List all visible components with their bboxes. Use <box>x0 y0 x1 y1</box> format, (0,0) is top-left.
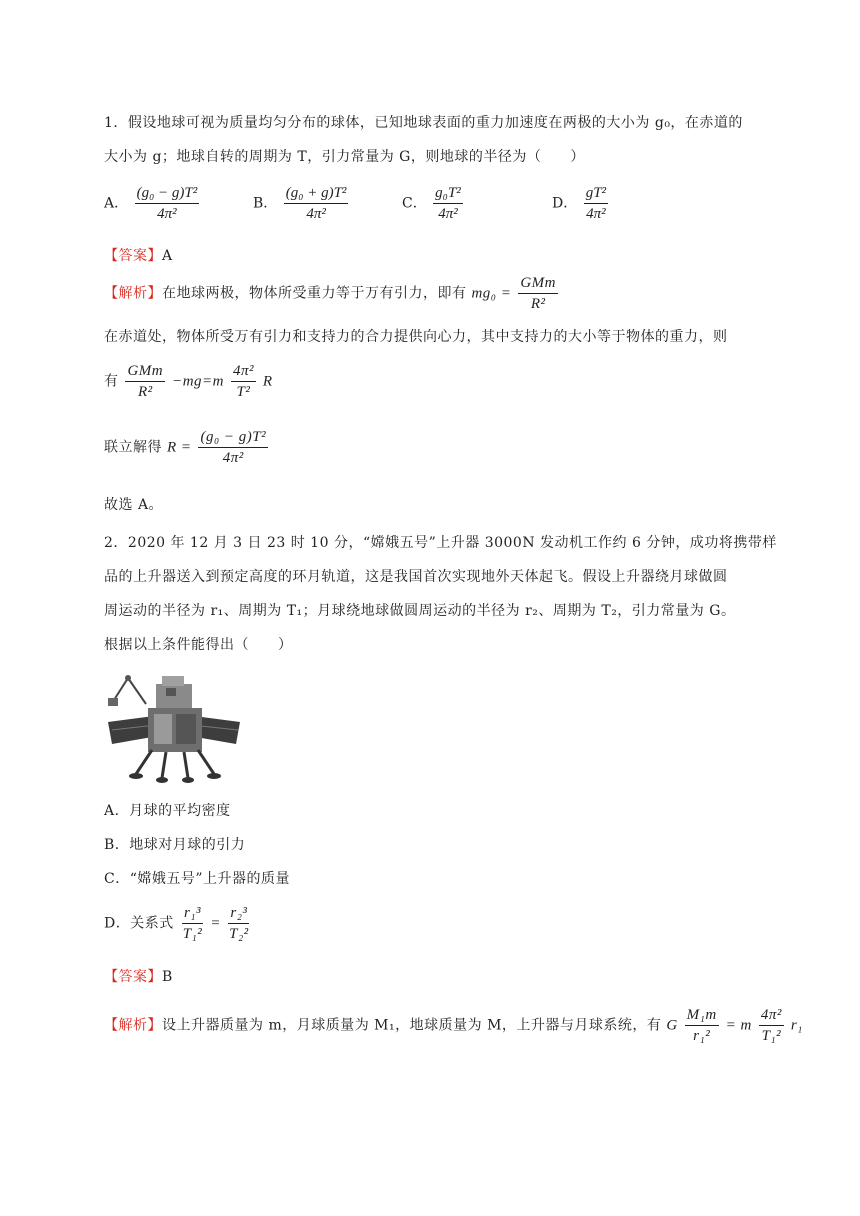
q1-option-b: B． $\frac{\text{(g₀ + g)T²}}{\text{4π²}}$ <box>253 185 347 222</box>
q1-analysis-line1: 【解析】在地球两极，物体所受重力等于万有引力，即有 mg₀ = $\frac{\text{GMm}}{\text{R²}}$ <box>104 275 556 312</box>
q2-stem-line3: 周运动的半径为 r₁、周期为 T₁；月球绕地球做圆周运动的半径为 r₂、周期为 T₂，引力常量为 G。 <box>104 603 736 619</box>
q1-option-d: D． $\frac{\text{gT²}}{\text{4π²}}$ <box>552 185 607 222</box>
q1-analysis-line2: 在赤道处，物体所受万有引力和支持力的合力提供向心力，其中支持力的大小等于物体的重力，则 <box>104 329 728 345</box>
q1-analysis-line3: 有 $\frac{\text{GMm}}{\text{R²}}$ −mg=m $\frac{\text{4π²}}{\text{T²}}$ R <box>104 363 273 400</box>
q2-stem-line4: 根据以上条件能得出（ ） <box>104 637 293 653</box>
q1-option-a: A． $\frac{\text{(g₀ − g)T²}}{\text{4π²}}$ <box>104 185 198 222</box>
q2-answer: 【答案】B <box>104 969 173 985</box>
q1-option-c: C． $\frac{\text{g₀T²}}{\text{4π²}}$ <box>402 185 461 222</box>
q2-option-b: B．地球对月球的引力 <box>104 837 246 853</box>
q1-conclusion: 故选 A。 <box>104 497 164 513</box>
q2-analysis: 【解析】设上升器质量为 m，月球质量为 M₁，地球质量为 M，上升器与月球系统，有 G $\frac{\text{M₁m}}{\text{r₁²}}$ = m $\frac{\text{4π²}}{\text{T₁²}}$ r₁ <box>104 1007 803 1044</box>
q1-answer: 【答案】A <box>104 248 173 264</box>
q1-stem-line1: 1．假设地球可视为质量均匀分布的球体，已知地球表面的重力加速度在两极的大小为 g₀，在赤道的 <box>104 115 743 131</box>
q2-stem-line2: 品的上升器送入到预定高度的环月轨道，这是我国首次实现地外天体起飞。假设上升器绕月球做圆 <box>104 569 728 585</box>
q2-stem-line1: 2．2020 年 12 月 3 日 23 时 10 分，“嫦娥五号”上升器 3000N 发动机工作约 6 分钟，成功将携带样 <box>104 535 777 551</box>
q2-option-c: C．“嫦娥五号”上升器的质量 <box>104 871 291 887</box>
q2-option-d: D．关系式 $\frac{\text{r₁³}}{\text{T₁²}}$ = $\frac{\text{r₂³}}{\text{T₂²}}$ <box>104 905 249 942</box>
q2-option-a: A．月球的平均密度 <box>104 803 231 819</box>
q1-analysis-line4: 联立解得 R = $\frac{\text{(g₀ − g)T²}}{\text{4π²}}$ <box>104 429 267 466</box>
q1-stem-line2: 大小为 g；地球自转的周期为 T，引力常量为 G，则地球的半径为（ ） <box>104 149 585 165</box>
lander-image <box>104 660 246 788</box>
